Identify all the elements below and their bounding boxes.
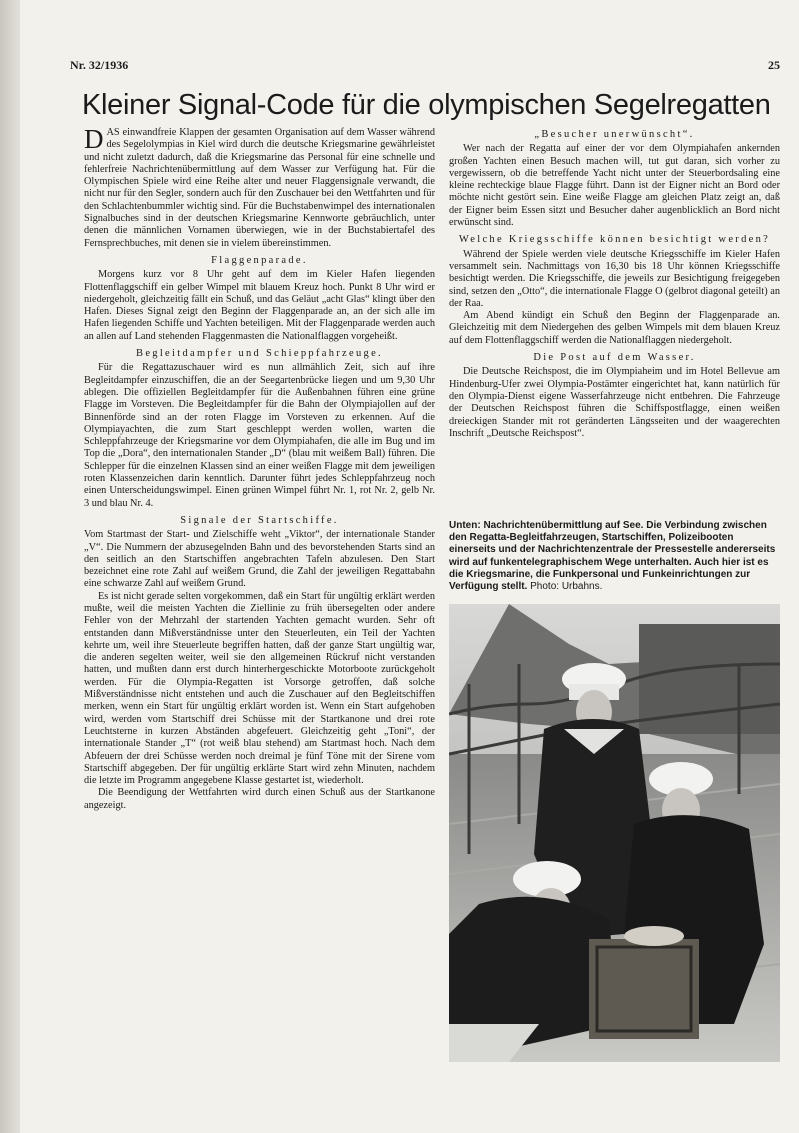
left-column <box>84 124 435 812</box>
photo-caption <box>449 520 780 593</box>
article-title: Kleiner Signal-Code für die olympischen Segelregatten <box>82 89 771 121</box>
subheading-signale: Signale der Startschiffe. <box>180 514 339 526</box>
page-number: 25 <box>768 58 780 72</box>
subheading-post: Die Post auf dem Wasser. <box>533 352 696 364</box>
paragraph-kriegsschiffe-2: Am Abend kündigt ein Schuß den Beginn der Flaggenparade an. Gleichzeitig mit dem Niedergehen des gelben Wimpels mit dem blauen Kreuz auf dem Flottenflaggschiff werden die Nationalflaggen niedergeholt. <box>449 310 780 346</box>
photo-illustration <box>449 604 780 1062</box>
subheading-begleitdampfer: Begleitdampfer und Schieppfahrzeuge. <box>136 348 383 360</box>
subheading-kriegsschiffe: Welche Kriegsschiffe können besichtigt werden? <box>458 234 771 246</box>
intro-paragraph <box>84 124 435 250</box>
paragraph-post: Die Deutsche Reichspost, die im Olympiaheim und im Hotel Bellevue am Hindenburg-Ufer zwei Olympia-Postämter eingerichtet hat, kann natürlich für den Olympia-Dienst eigene Wasserfahrzeuge nicht entbehren. Die Fahrzeuge der Deutschen Reichspost führen die Schiffspostflagge, einen weißen dreieckigen Stander mit rot geränderten Längsseiten und der waagerechten Inschrift „Deutsche Reichspost“. <box>449 366 780 439</box>
caption-text: Unten: Nachrichtenübermittlung auf See. Die Verbindung zwischen den Regatta-Begleitfahrzeugen, Startschiffen, Polizeibooten einerseits und der Nachrichtenzentrale der Pressestelle andererseits wird auf funkentelegraphischem Wege unterhalten. Auch hier ist es die Kriegsmarine, die Funkpersonal und Funkeinrichtungen zur Verfügung stellt. <box>449 520 776 593</box>
drop-cap: D <box>84 124 104 154</box>
subheading-besucher: „Besucher unerwünscht“. <box>534 129 695 140</box>
binding-edge <box>0 0 20 1133</box>
photo-credit: Photo: Urbahns. <box>530 581 603 593</box>
subheading-flaggenparade: Flaggenparade. <box>211 254 308 266</box>
paragraph-besucher: Wer nach der Regatta auf einer der vor dem Olympiahafen ankernden großen Yachten einen Besuch machen will, tut gut daran, sich vorher zu vergewissern, ob die betreffende Yacht nicht unter der Steuerbordsaling eine kleine rechteckige blaue Flagge führt. Dann ist der Eigner nicht an Bord oder möchte nicht gestört sein. Eine weiße Flagge am gleichen Platz zeigt an, daß der Eigner beim Essen sitzt und Besucher daher augenblicklich an Bord nicht erwünscht sind. <box>449 143 780 229</box>
intro-text: AS einwandfreie Klappen der gesamten Organisation auf dem Wasser während des Segelolympias in Kiel wird durch die deutsche Kriegsmarine gewährleistet und nicht zuletzt dadurch, daß die Kriegsmarine das Personal für eine schnelle und fehlerfreie Nachrichtenübermittlung auf dem Wasser zur Verfügung hat. Für die Olympischen Spiele wird eine Reihe alter und neuer Flaggensignale verwandt, die nicht nur für den Segler, sondern auch für den Zuschauer bei den Wettfahrten und für den Schlachtenbummler wichtig sind. Für die Buchstabenwimpel des internationalen Signalbuches sind in der deutschen Kriegsmarine Kennworte gebräuchlich, unter denen die männlichen Vornamen überwiegen, wie in der Buchstabiertafel des Fernsprechbuches, mit denen sie in vielem übereinstimmen. <box>84 127 435 249</box>
paragraph-signale-1: Vom Startmast der Start- und Zielschiffe weht „Viktor“, der internationale Stander „V“. Die Nummern der abzusegelnden Bahn und des bevorstehenden Starts sind an den seitlich an den Startschiffen angebrachten Tafeln abzulesen. Den Start bezeichnet eine rote Zahl auf weißem Grund, die Zahl der jeweiligen Regattabahn eine schwarze Zahl auf weißem Grund. <box>84 529 435 590</box>
right-column <box>449 127 780 440</box>
paragraph-signale-3: Die Beendigung der Wettfahrten wird durch einen Schuß aus der Startkanone angezeigt. <box>84 787 435 811</box>
paragraph-kriegsschiffe-1: Während der Spiele werden viele deutsche Kriegsschiffe im Kieler Hafen versammelt sein. Nachmittags von 16,30 bis 18 Uhr können Kriegsschiffe besichtigt werden. Die Kriegsschiffe, die jeweils zur Besichtigung freigegeben sind, setzen den „Otto“, die internationale Flagge O (gelbrot diagonal geteilt) an der Raa. <box>449 248 780 309</box>
photograph-sailors-radio <box>449 604 780 1062</box>
paragraph-begleitdampfer: Für die Regattazuschauer wird es nun allmählich Zeit, sich auf ihre Begleitdampfer einzuschiffen, die an der Seegartenbrücke liegen und um 9,30 Uhr ablegen. Die offiziellen Begleitdampfer für die Außenbahnen führen eine grüne Flagge im Vorsteven. Die Begleitdampfer für die Bahn der Olympiajollen auf der Binnenförde sind an der roten Flagge im Vorsteven zu erkennen. Auf die Olympiayachten, die zum Start geschleppt werden wollen, warten die Schleppfahrzeuge der Kriegsmarine vor dem Olympiahafen, die alle im Bug und im Top die „Dora“, den internationalen Stander „D“ (blau mit weißem Ball) führen. Die Schlepper für die einzelnen Klassen sind an einer weißen Flagge mit dem jeweiligen roten Klassenzeichen darin kenntlich. Darunter führt jedes Schleppfahrzeug noch einen Unterscheidungswimpel. Einen grünen Wimpel führt Nr. 1, rot Nr. 2, gelb Nr. 3 und blau Nr. 4. <box>84 362 435 509</box>
paragraph-signale-2: Es ist nicht gerade selten vorgekommen, daß ein Start für ungültig erklärt werden mußte, weil die meisten Yachten die Ziellinie zu früh übersegelten oder andere Fehler von der Mehrzahl der startenden Yachten gemacht wurden. Sehr oft entstanden dann Mißverständnisse unter den Steuerleuten, ein Teil der Yachten kehrte um, weil ihre Steuerleute begriffen hatten, daß der ganze Start ungültig war, die anderen segelten weiter, weil sie den allgemeinen Rückruf nicht verstanden hatten, und mußten dann erst durch hinterhergeschickte Motorboote zurückgeholt werden. Für die Olympia-Regatten ist Vorsorge getroffen, daß solche Mißverständnisse nicht entstehen und auch die Zuschauer auf den Begleitschiffen merken, wenn ein Start für ungültig erklärt worden ist. Wenn ein Start aufgehoben wird, werden vom Startschiff drei Schüsse mit der Startkanone und drei rote Leuchtsterne in kurzen Abständen abgefeuert. Gleichzeitig geht „Toni“, der internationale Stander „T“ (rot weiß blau stehend) am Startmast hoch. Nach dem Abfeuern der drei Schüsse werden noch dreimal je fünf Töne mit der Sirene vom Startschiff abgegeben. Der für ungültig erklärte Start wird zehn Minuten, nachdem die letzte im Programm angegebene Klasse gestartet ist, wiederholt. <box>84 590 435 787</box>
paragraph-flaggenparade: Morgens kurz vor 8 Uhr geht auf dem im Kieler Hafen liegenden Flottenflaggschiff ein gelber Wimpel mit blauem Kreuz hoch. Punkt 8 Uhr wird er niedergeholt, gleichzeitig fällt ein Schuß, und das Geläut „acht Glas“ klingt über den Hafen. Dieses Signal zeigt den Beginn der Flaggenparade an, an der sich alle im Hafen liegenden Schiffe und Yachten beteiligen. Mit der Flaggenparade werden auch an allen auf Land stehenden Flaggenmasten die Nationalflaggen vorgeheißt. <box>84 269 435 342</box>
issue-number: Nr. 32/1936 <box>70 58 129 72</box>
